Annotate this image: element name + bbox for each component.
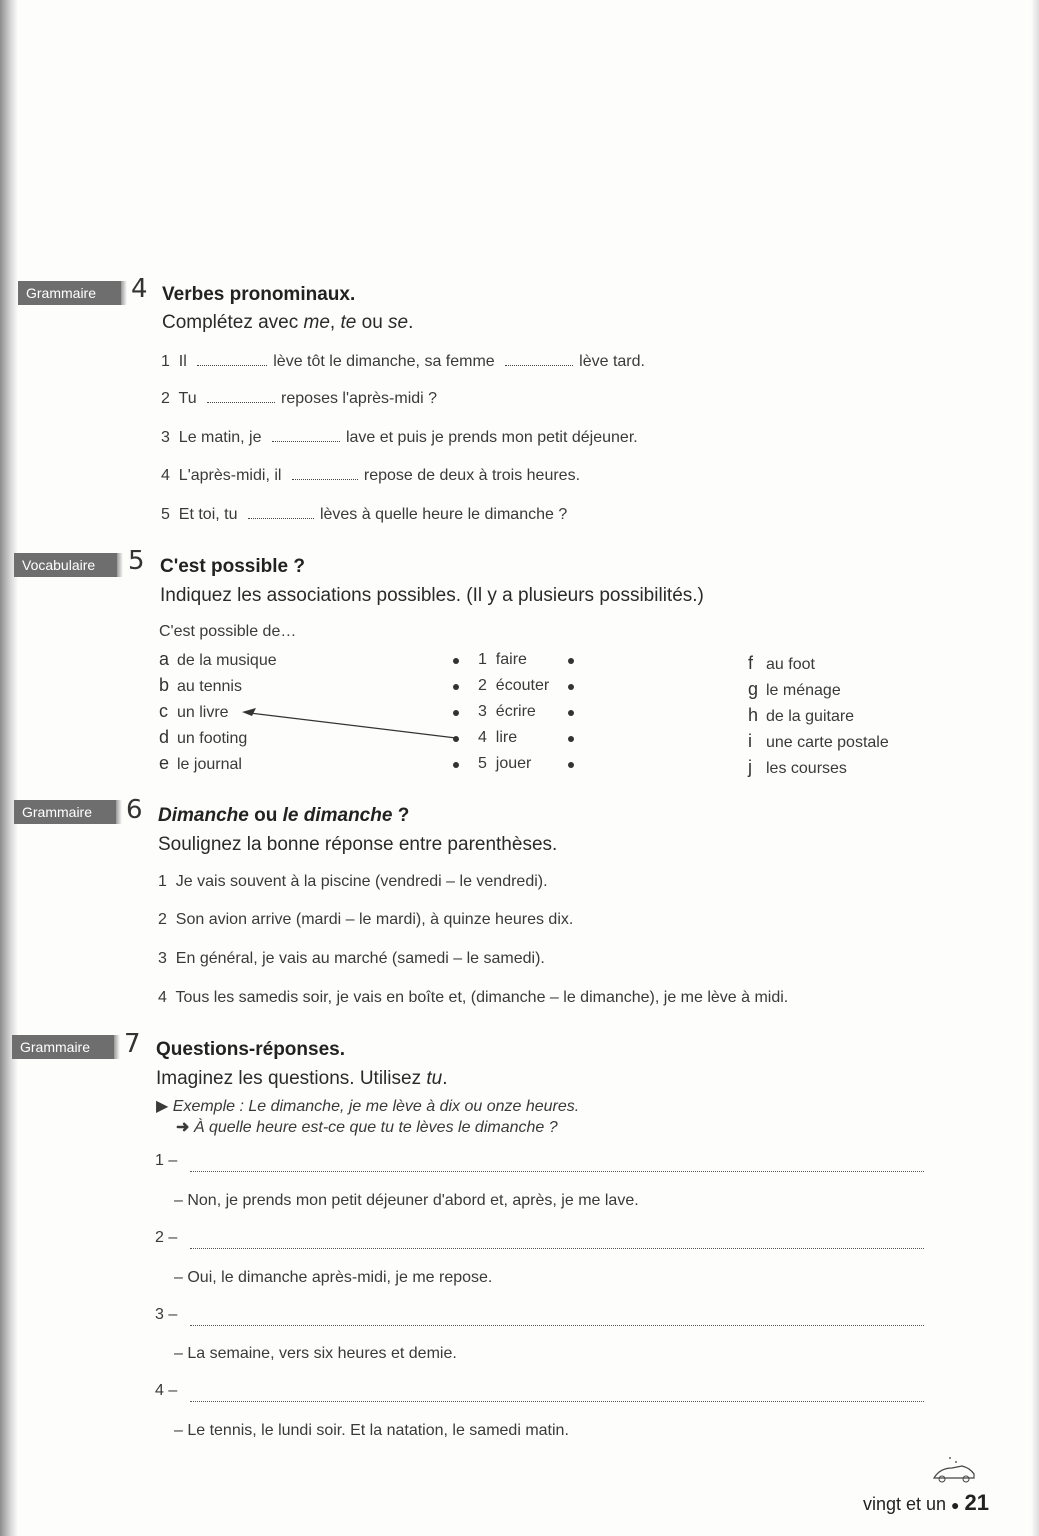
- middle-verb: 3 écrire: [478, 703, 536, 720]
- fill-blank[interactable]: [207, 390, 275, 403]
- middle-verb: 4 lire: [478, 729, 518, 746]
- answer-line[interactable]: [190, 1325, 924, 1326]
- left-option[interactable]: b au tennis: [159, 675, 242, 695]
- exercise-number: 7: [124, 1029, 141, 1059]
- exercise-instruction: Complétez avec me, te ou se.: [162, 312, 414, 333]
- match-dot[interactable]: [568, 736, 574, 742]
- answer-line[interactable]: [190, 1248, 924, 1249]
- exercise-instruction: Imaginez les questions. Utilisez tu.: [156, 1068, 448, 1089]
- fill-blank[interactable]: [248, 506, 314, 519]
- exercise-tag: Grammaire: [18, 281, 121, 305]
- answer-line[interactable]: [190, 1171, 924, 1172]
- exercise-number: 6: [126, 795, 143, 825]
- exercise-item: 3 Le matin, je lave et puis je prends mon petit déjeuner.: [161, 429, 638, 446]
- exercise-item: 1 Il lève tôt le dimanche, sa femme lève tard.: [161, 353, 645, 370]
- right-option[interactable]: j les courses: [748, 757, 847, 777]
- question-number: 1 –: [155, 1152, 178, 1169]
- exercise-item: 2 Son avion arrive (mardi – le mardi), à quinze heures dix.: [158, 911, 574, 928]
- left-option[interactable]: e le journal: [159, 753, 242, 773]
- given-answer: – Non, je prends mon petit déjeuner d'abord et, après, je me lave.: [174, 1192, 639, 1209]
- exercise-number: 4: [131, 274, 148, 304]
- match-dot[interactable]: [453, 658, 459, 664]
- given-answer: – La semaine, vers six heures et demie.: [174, 1345, 457, 1362]
- exercise-item: 5 Et toi, tu lèves à quelle heure le dimanche ?: [161, 506, 568, 523]
- question-number: 2 –: [155, 1229, 178, 1246]
- left-option[interactable]: d un footing: [159, 727, 248, 747]
- footer-text: vingt et un: [862, 1494, 947, 1514]
- page-number: 21: [964, 1490, 989, 1515]
- example-match-arrow: [238, 704, 460, 744]
- match-dot[interactable]: [568, 710, 574, 716]
- exercise-tag: Vocabulaire: [14, 553, 117, 577]
- match-dot[interactable]: [453, 684, 459, 690]
- page-footer: [863, 1490, 989, 1516]
- exercise-item: 1 Je vais souvent à la piscine (vendredi – le vendredi).: [158, 873, 548, 890]
- left-option[interactable]: c un livre: [159, 701, 229, 721]
- right-option[interactable]: h de la guitare: [748, 705, 855, 725]
- middle-verb: 5 jouer: [478, 755, 532, 772]
- exercise-title: C'est possible ?: [160, 556, 305, 577]
- exercise-tag: Grammaire: [12, 1035, 114, 1059]
- exercise-item: 4 L'après-midi, il repose de deux à trois heures.: [161, 467, 581, 484]
- match-dot[interactable]: [568, 762, 574, 768]
- question-number: 3 –: [155, 1306, 178, 1323]
- right-option[interactable]: i une carte postale: [748, 731, 889, 751]
- arrow-right-icon: ➜: [176, 1119, 190, 1136]
- exercise-item: 3 En général, je vais au marché (samedi – le samedi).: [158, 950, 545, 967]
- footer-bullet-icon: ●: [951, 1497, 960, 1513]
- page-binding-shadow: [0, 0, 18, 1536]
- middle-verb: 2 écouter: [478, 677, 550, 694]
- match-dot[interactable]: [568, 658, 574, 664]
- exercise-number: 5: [128, 546, 145, 576]
- exercise-title: Questions-réponses.: [156, 1039, 345, 1060]
- exercise-tag: Grammaire: [14, 800, 116, 824]
- middle-verb: 1 faire: [478, 651, 527, 668]
- exercise-instruction: Indiquez les associations possibles. (Il y a plusieurs possibilités.): [160, 585, 704, 606]
- play-triangle-icon: ▶: [156, 1098, 169, 1115]
- example-answer: ➜ À quelle heure est-ce que tu te lèves le dimanche ?: [176, 1119, 558, 1136]
- fill-blank[interactable]: [197, 353, 267, 366]
- example-line: ▶ Exemple : Le dimanche, je me lève à dix ou onze heures.: [156, 1098, 580, 1115]
- match-dot[interactable]: [453, 762, 459, 768]
- left-option[interactable]: a de la musique: [159, 649, 277, 669]
- exercise-item: 2 Tu reposes l'après-midi ?: [161, 390, 438, 407]
- exercise-title: Dimanche ou le dimanche ?: [158, 805, 410, 826]
- exercise-lead: C'est possible de…: [159, 623, 297, 640]
- fill-blank[interactable]: [505, 353, 573, 366]
- right-option[interactable]: g le ménage: [748, 679, 841, 699]
- fill-blank[interactable]: [292, 467, 358, 480]
- car-illustration-icon: [930, 1454, 978, 1486]
- exercise-title: Verbes pronominaux.: [162, 284, 356, 305]
- question-number: 4 –: [155, 1382, 178, 1399]
- exercise-item: 4 Tous les samedis soir, je vais en boîte et, (dimanche – le dimanche), je me lève à midi.: [158, 989, 789, 1006]
- answer-line[interactable]: [190, 1401, 924, 1402]
- given-answer: – Oui, le dimanche après-midi, je me repose.: [174, 1269, 493, 1286]
- page-edge-shadow: [1031, 0, 1039, 1536]
- exercise-instruction: Soulignez la bonne réponse entre parenthèses.: [158, 834, 558, 855]
- match-dot[interactable]: [568, 684, 574, 690]
- given-answer: – Le tennis, le lundi soir. Et la natation, le samedi matin.: [174, 1422, 569, 1439]
- fill-blank[interactable]: [272, 429, 340, 442]
- right-option[interactable]: f au foot: [748, 653, 815, 673]
